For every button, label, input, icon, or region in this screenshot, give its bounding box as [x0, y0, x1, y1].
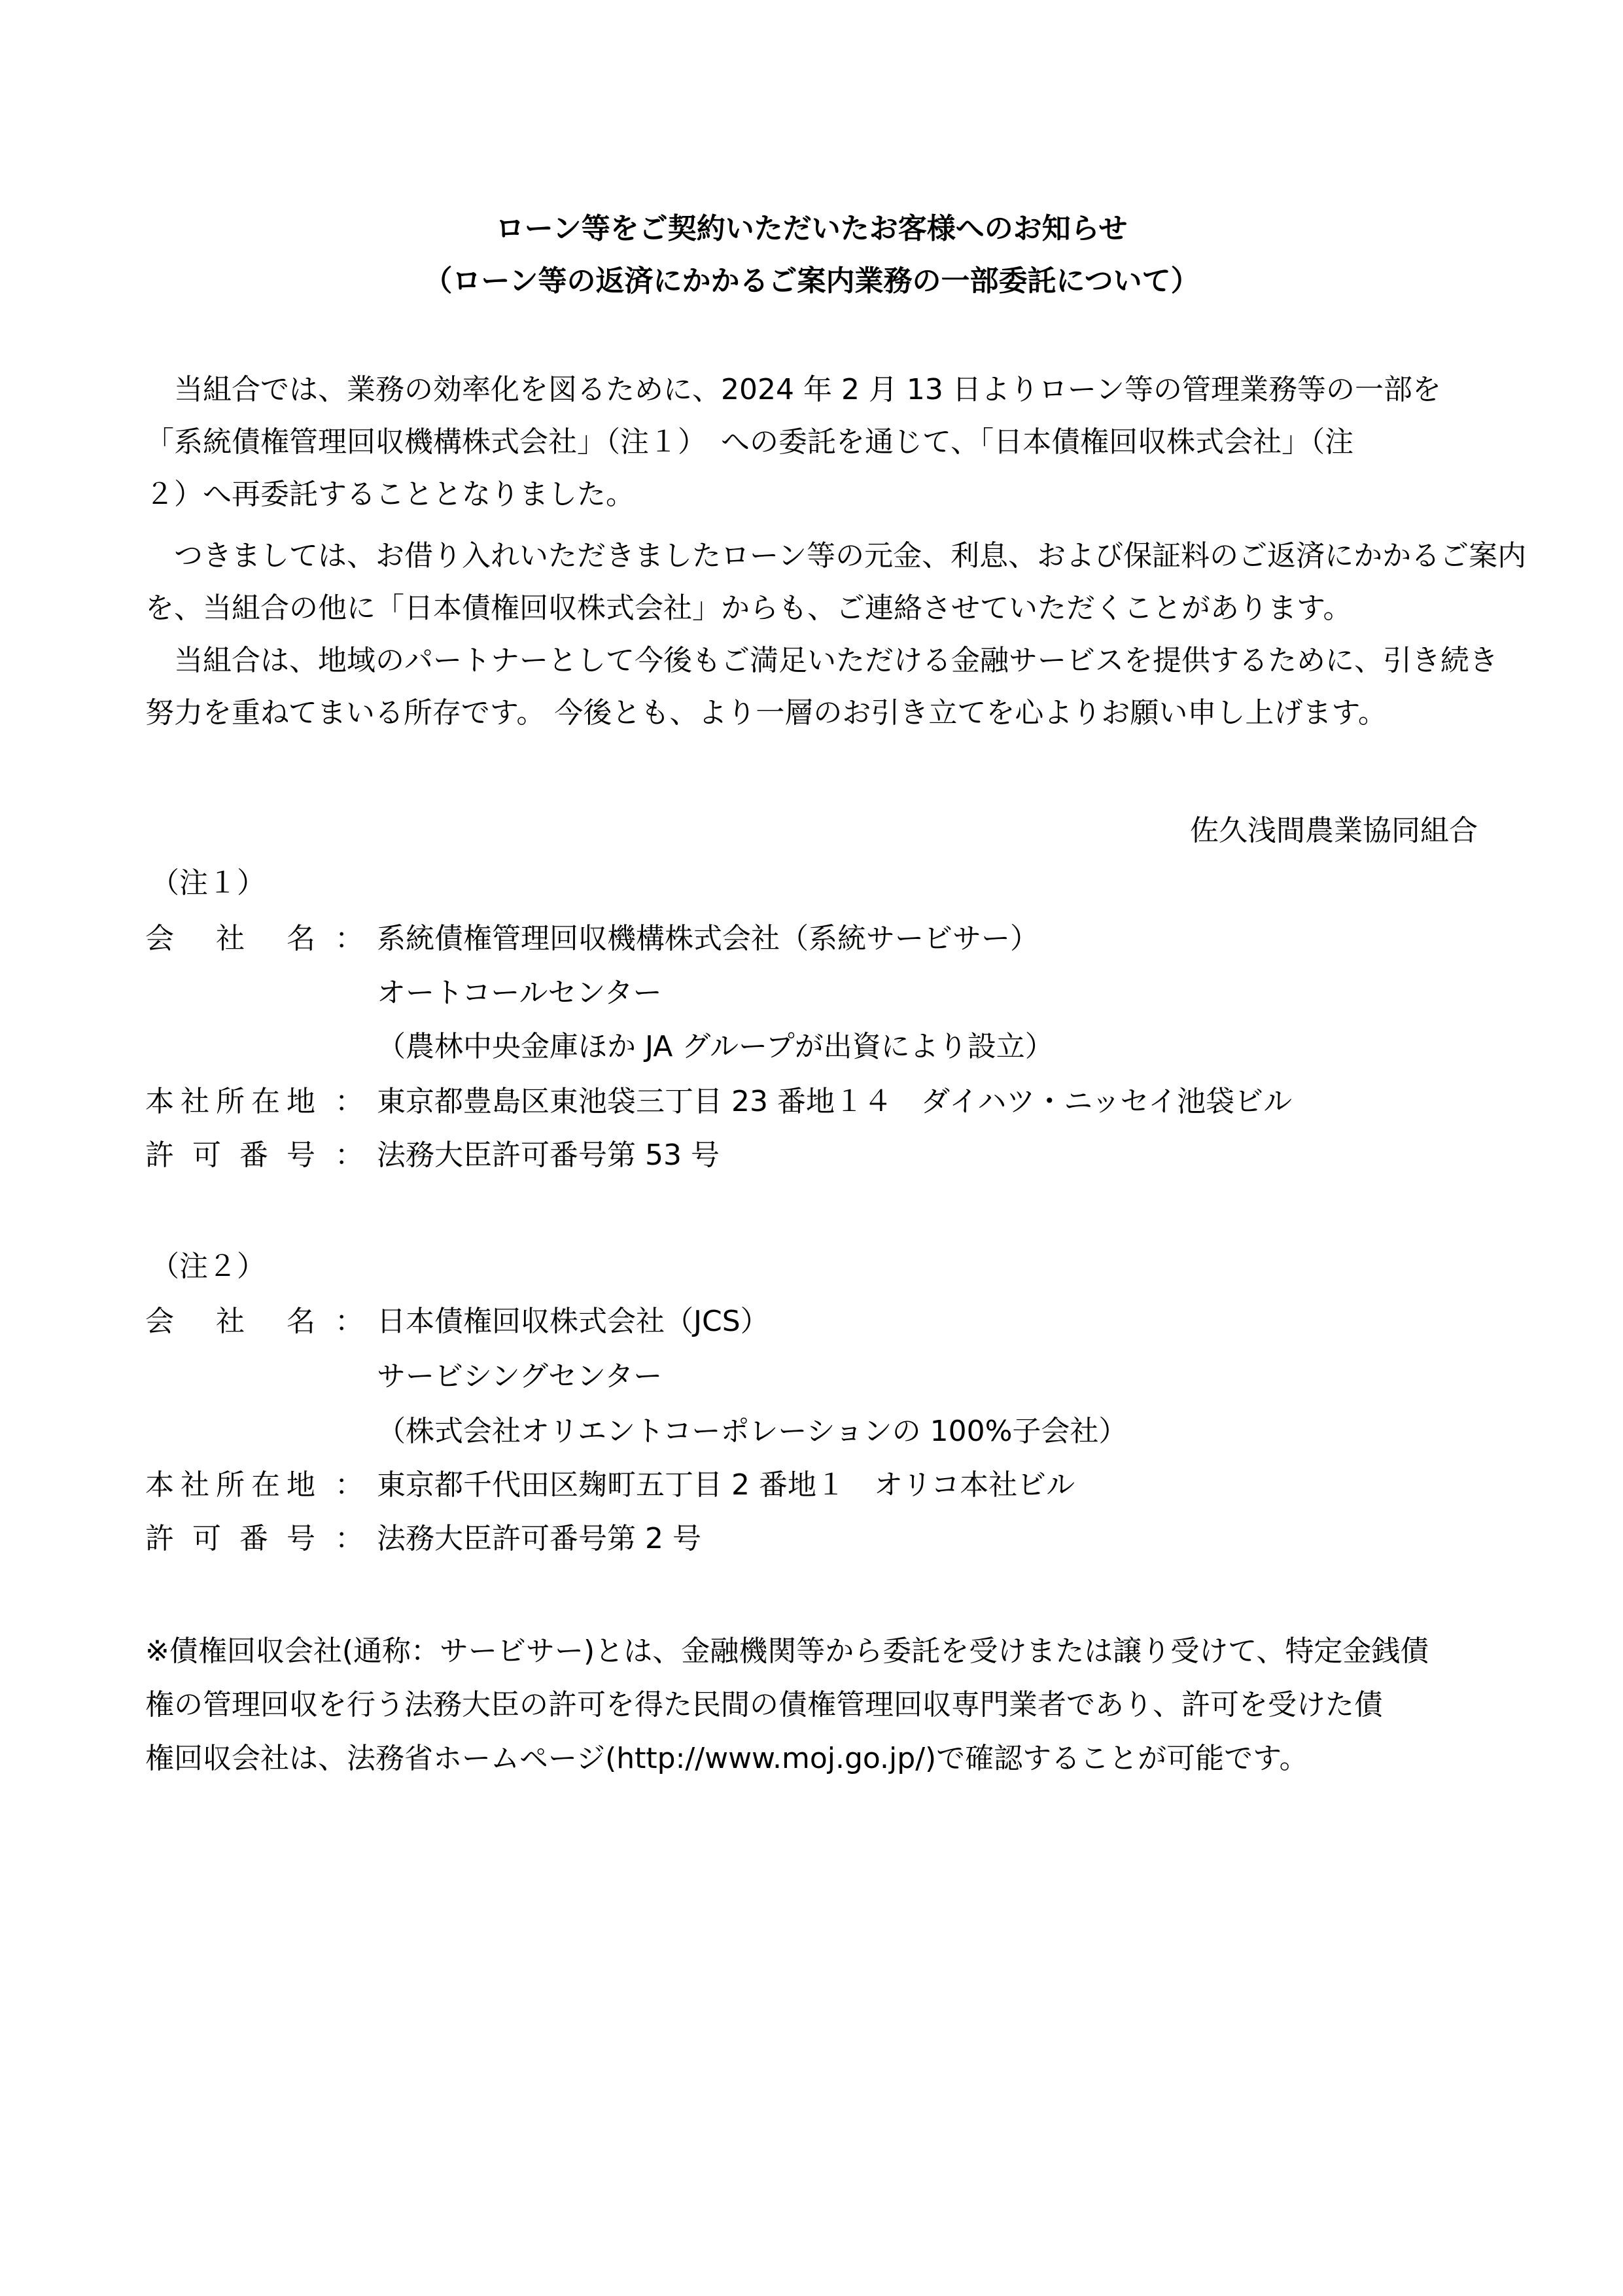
- footnote-line-3: 権回収会社は、法務省ホームページ(http://www.moj.go.jp/)で確認することが可能です。: [145, 1742, 1308, 1775]
- note-1-heading: （注１）: [150, 866, 266, 900]
- company-label: 会 社 名: [145, 1305, 315, 1338]
- body-paragraph-2-line-2: を、当組合の他に「日本債権回収株式会社」からも、ご連絡させていただくことがあります。: [145, 592, 1352, 625]
- body-paragraph-1-line-1: 当組合では、業務の効率化を図るために、2024 年 2 月 13 日よりローン等の管理業務等の一部を: [145, 373, 1442, 406]
- note-1-center-name: オートコールセンター: [377, 976, 662, 1010]
- body-paragraph-3-line-2: 努力を重ねてまいる所存です。 今後とも、より一層のお引き立てを心よりお願い申し上げます。: [145, 696, 1387, 730]
- note-2-center-name: サービシングセンター: [377, 1360, 663, 1393]
- label-colon: ：: [335, 1139, 364, 1172]
- license-label: 許 可 番 号: [145, 1522, 315, 1555]
- body-paragraph-1-line-3: ２）へ再委託することとなりました。: [145, 478, 635, 511]
- note-1-license-number: 法務大臣許可番号第 53 号: [377, 1139, 720, 1172]
- company-label: 会 社 名: [145, 922, 315, 955]
- note-2-address: 東京都千代田区麹町五丁目 2 番地１ オリコ本社ビル: [377, 1468, 1075, 1502]
- note-2-company-name: 日本債権回収株式会社（JCS）: [377, 1305, 769, 1338]
- signature: 佐久浅間農業協同組合: [1190, 814, 1478, 847]
- note-2-company-detail: （株式会社オリエントコーポレーションの 100%子会社）: [377, 1415, 1128, 1448]
- note-1-address: 東京都豊島区東池袋三丁目 23 番地１４ ダイハツ・ニッセイ池袋ビル: [377, 1085, 1293, 1118]
- label-colon: ：: [335, 1522, 364, 1555]
- document-title: ローン等をご契約いただいたお客様へのお知らせ: [495, 212, 1128, 245]
- note-1-company-name: 系統債権管理回収機構株式会社（系統サービサー）: [377, 922, 1039, 955]
- label-colon: ：: [335, 922, 364, 955]
- footnote-line-1: ※債権回収会社(通称：サービサー)とは、金融機関等から委託を受けまたは譲り受けて、特定金銭債: [145, 1634, 1429, 1668]
- body-paragraph-1-line-2: 「系統債権管理回収機構株式会社」（注１） への委託を通じて、「日本債権回収株式会社」（注: [145, 425, 1354, 459]
- body-paragraph-3-line-1: 当組合は、地域のパートナーとして今後もご満足いただける金融サービスを提供するために、引き続き: [145, 644, 1498, 677]
- label-colon: ：: [335, 1305, 364, 1338]
- document-subtitle: （ローン等の返済にかかるご案内業務の一部委託について）: [423, 264, 1200, 298]
- license-label: 許 可 番 号: [145, 1139, 315, 1172]
- note-2-heading: （注２）: [150, 1250, 266, 1283]
- footnote-line-2: 権の管理回収を行う法務大臣の許可を得た民間の債権管理回収専門業者であり、許可を受けた債: [145, 1688, 1383, 1722]
- note-2-license-number: 法務大臣許可番号第 2 号: [377, 1522, 701, 1555]
- note-1-company-detail: （農林中央金庫ほか JA グループが出資により設立）: [377, 1030, 1054, 1063]
- label-colon: ：: [335, 1085, 364, 1118]
- address-label: 本 社 所 在 地: [145, 1468, 315, 1502]
- address-label: 本 社 所 在 地: [145, 1085, 315, 1118]
- body-paragraph-2-line-1: つきましては、お借り入れいただきましたローン等の元金、利息、および保証料のご返済にかかるご案内: [145, 539, 1527, 573]
- label-colon: ：: [335, 1468, 364, 1502]
